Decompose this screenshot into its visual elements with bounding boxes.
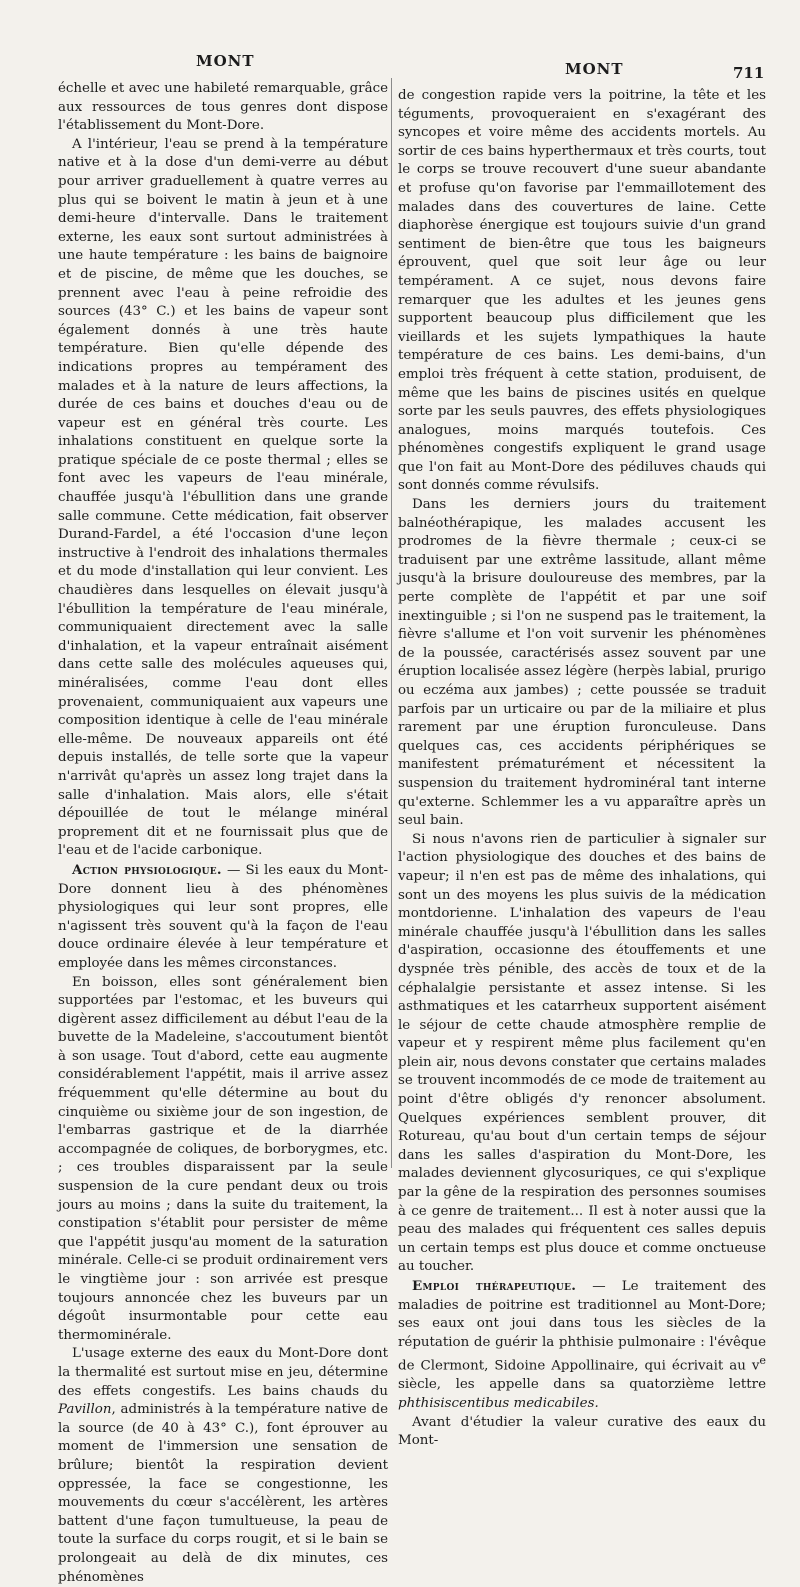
- left-column: [58, 80, 388, 1587]
- paragraph: En boisson, elles sont généralement bien supportées par l'estomac, et les buveurs qui digèrent assez difficilement au début l'eau de la buvette de la Madeleine, s'accoutument bientôt à son usage. Tout d'abord, cette eau augmente considérablement l'appétit, mais il arrive assez fréquemment qu'elle détermine au bout du cinquième ou sixième jour de son ingestion, de l'embarras gastrique et de la diarrhée accompagnée de coliques, de borborygmes, etc. ; ces troubles disparaissent par la seule suspension de la cure pendant deux ou trois jours au moins ; dans la suite du traitement, la constipation s'établit pour persister de même que l'appétit jusqu'au moment de la saturation minérale. Celle-ci se produit ordinairement vers le vingtième jour : son arrivée est presque toujours annoncée chez les buveurs par un dégoût insurmontable pour cette eau thermominérale.: [58, 974, 388, 1343]
- paragraph: A l'intérieur, l'eau se prend à la température native et à la dose d'un demi-verre au début pour arriver graduellement à quatre verres au plus qui se boivent le matin à jeun et à une demi-heure d'intervalle. Dans le traitement externe, les eaux sont surtout administrées à une haute température : les bains de baignoire et de piscine, de même que les douches, se prennent avec l'eau à peine refroidie des sources (43° C.) et les bains de vapeur sont également donnés à une très haute température. Bien qu'elle dépende des indications propres au tempérament des malades et à la nature de leurs affections, la durée de ces bains et douches d'eau ou de vapeur est en général très courte. Les inhalations constituent en quelque sorte la pratique spéciale de ce poste thermal ; elles se font avec les vapeurs de l'eau minérale, chauffée jusqu'à l'ébullition dans une grande salle commune. Cette médication, fait observer Durand-Fardel, a été l'occasion d'une leçon instructive à l'endroit des inhalations thermales et du mode d'installation qui leur convient. Les chaudières dans lesquelles on élevait jusqu'à l'ébullition la température de l'eau minérale, communiquaient directement avec la salle d'inhalation, et la vapeur entraînait aisément dans cette salle des molécules aqueuses qui, minéralisées, comme l'eau dont elles provenaient, communiquaient aux vapeurs une composition identique à celle de l'eau minérale elle-même. De nouveaux appareils ont été depuis installés, de telle sorte que la vapeur n'arrivât qu'après un assez long trajet dans la salle d'inhalation. Mais alors, elle s'était dépouillée de tout le mélange minéral proprement dit et ne fournissait plus que de l'eau et de l'acide carbonique.: [58, 136, 388, 859]
- paragraph: [58, 861, 388, 974]
- page-number: 711: [733, 64, 765, 82]
- column-divider: [391, 78, 392, 1168]
- running-head-right: MONT: [565, 60, 624, 78]
- italic-term: phthisiscentibus medicabiles.: [398, 1396, 599, 1412]
- paragraph: Avant d'étudier la valeur curative des eaux du Mont-: [398, 1414, 766, 1449]
- paragraph-text: — Le traitement des maladies de poitrine est traditionnel au Mont-Dore; ses eaux ont joui dans tous les siècles de la réputation de guérir la phthisie pulmonaire : l'évêque de Clermont, Sidoine Appollinaire, qui écrivait au v: [398, 1279, 766, 1374]
- right-column: [398, 87, 766, 1451]
- italic-term: Pavillon: [58, 1402, 112, 1418]
- paragraph-text: L'usage externe des eaux du Mont-Dore dont la thermalité est surtout mise en jeu, détermine des effets congestifs. Les bains chauds du: [58, 1346, 388, 1399]
- paragraph: Si nous n'avons rien de particulier à signaler sur l'action physiologique des douches et des bains de vapeur; il n'en est pas de même des inhalations, qui sont un des moyens les plus suivis de la médication montdorienne. L'inhalation des vapeurs de l'eau minérale chauffée jusqu'à l'ébullition dans les salles d'aspiration, occasionne des étouffements et une dyspnée très pénible, des accès de toux et de la céphalalgie persistante et assez intense. Si les asthmatiques et les catarrheux supportent aisément le séjour de cette chaude atmosphère remplie de vapeur et y respirent même plus facilement qu'en plein air, nous devons constater que certains malades se trouvent incommodés de ce mode de traitement au point d'être obligés d'y renoncer absolument. Quelques expériences semblent prouver, dit Rotureau, qu'au bout d'un certain temps de séjour dans les salles d'aspiration du Mont-Dore, les malades deviennent glycosuriques, ce qui s'explique par la gêne de la respiration des personnes soumises à ce genre de traitement... Il est à noter aussi que la peau des malades qui fréquentent ces salles depuis un certain temps est plus douce et comme onctueuse au toucher.: [398, 831, 766, 1275]
- paragraph-text: , administrés à la température native de la source (de 40 à 43° C.), font éprouver au moment de l'immersion une sensation de brûlure; bientôt la respiration devient oppressée, la face se congestionne, les mouvements du cœur s'accélèrent, les artères battent d'une façon tumultueuse, la peau de toute la surface du corps rougit, et si le bain se prolongeait au delà de dix minutes, ces phénomènes: [58, 1402, 388, 1585]
- paragraph: échelle et avec une habileté remarquable, grâce aux ressources de tous genres dont dispose l'établissement du Mont-Dore.: [58, 81, 388, 134]
- paragraph: [398, 1277, 766, 1414]
- paragraph: Dans les derniers jours du traitement balnéothérapique, les malades accusent les prodromes de la fièvre thermale ; ceux-ci se traduisent par une extrême lassitude, allant même jusqu'à la brisure douloureuse des membres, par la perte complète de l'appétit et par une soif inextinguible ; si l'on ne suspend pas le traitement, la fièvre s'allume et l'on voit survenir les phénomènes de la poussée, caractérisés assez souvent par une éruption localisée assez légère (herpès labial, prurigo ou eczéma aux jambes) ; cette poussée se traduit parfois par un urticaire ou par de la miliaire et plus rarement par une éruption furonculeuse. Dans quelques cas, ces accidents périphériques se manifestent prématurément et nécessitent la suspension du traitement hydrominéral tant interne qu'externe. Schlemmer les a vu apparaître après un seul bain.: [398, 497, 766, 829]
- paragraph: de congestion rapide vers la poitrine, la tête et les téguments, provoqueraient en s'exagérant des syncopes et voire même des accidents mortels. Au sortir de ces bains hyperthermaux et très courts, tout le corps se trouve recouvert d'une sueur abandante et profuse qu'on favorise par l'emmaillotement des malades dans des couvertures de laine. Cette diaphorèse énergique est toujours suivie d'un grand sentiment de bien-être que tous les baigneurs éprouvent, quel que soit leur âge ou leur tempérament. A ce sujet, nous devons faire remarquer que les adultes et les jeunes gens supportent beaucoup plus difficilement que les vieillards et les sujets lympathiques la haute température de ces bains. Les demi-bains, d'un emploi très fréquent à cette station, produisent, de même que les bains de piscines usités en quelque sorte par les seuls pauvres, des effets physiologiques analogues, moins marqués toutefois. Ces phénomènes congestifs expliquent le grand usage que l'on fait au Mont-Dore des pédiluves chauds qui sont donnés comme révulsifs.: [398, 88, 766, 494]
- superscript: e: [759, 1354, 766, 1368]
- section-rubric: Action physiologique.: [72, 861, 222, 878]
- running-head-left: MONT: [196, 52, 255, 70]
- section-rubric: Emploi thérapeutique.: [412, 1278, 577, 1294]
- paragraph: [58, 1345, 388, 1587]
- paragraph-text: siècle, les appelle dans sa quatorzième lettre: [398, 1377, 766, 1393]
- paragraph-text: — Si les eaux du Mont-Dore donnent lieu à des phénomènes physiologiques qui leur sont propres, elle n'agissent très souvent qu'à la façon de l'eau douce ordinaire élevée à leur température et employée dans les mêmes circonstances.: [58, 862, 388, 971]
